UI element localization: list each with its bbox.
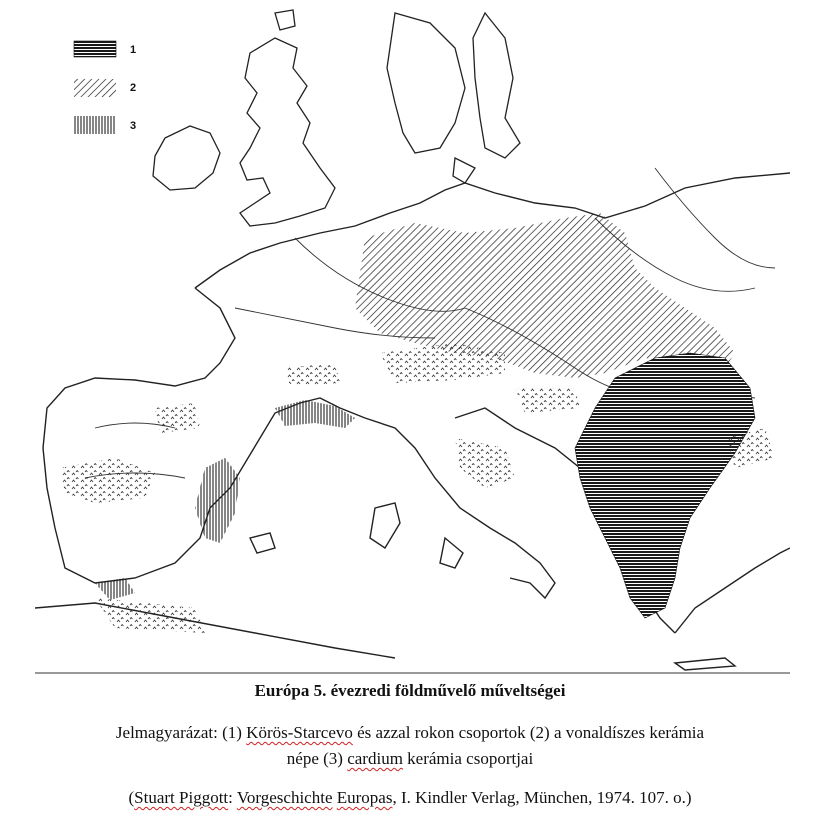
source-rest: , I. Kindler Verlag, München, 1974. 107. o.) (392, 788, 692, 807)
legend-number-3: 3 (130, 120, 137, 132)
scandinavia (387, 13, 520, 183)
caption-legend-line-2 (0, 746, 820, 772)
source-title-b: Europas (336, 788, 393, 807)
map-legend (74, 41, 136, 134)
legend-swatch-1 (74, 41, 116, 57)
caption-legend (0, 720, 820, 772)
legend-text-line2-suffix: kerámia csoportjai (402, 749, 534, 768)
europe-map (35, 8, 790, 674)
legend-number-2: 2 (130, 82, 137, 94)
legend-number-1: 1 (130, 44, 137, 56)
source-colon: : (228, 788, 237, 807)
source-open: ( (128, 788, 135, 807)
legend-swatch-2 (74, 79, 116, 97)
legend-text-cardium: cardium (347, 749, 403, 768)
region-3-cardium (95, 400, 355, 600)
region-1-koros-starcevo (575, 353, 755, 618)
caption-legend-line-1 (0, 720, 820, 746)
caption-title: Európa 5. évezredi földművelő műveltségei (254, 681, 566, 700)
british-isles (153, 10, 335, 226)
legend-text-prefix: Jelmagyarázat: (1) (115, 723, 247, 742)
legend-text-line2-prefix: népe (3) (286, 749, 348, 768)
legend-text-koros: Körös-Starcevo (246, 723, 353, 742)
caption-source (0, 788, 820, 808)
legend-text-mid: és azzal rokon csoportok (2) a vonaldíszes kerámia (352, 723, 705, 742)
source-author: Stuart Piggott (134, 788, 229, 807)
source-title-a: Vorgeschichte (236, 788, 333, 807)
legend-swatch-3 (74, 116, 116, 134)
